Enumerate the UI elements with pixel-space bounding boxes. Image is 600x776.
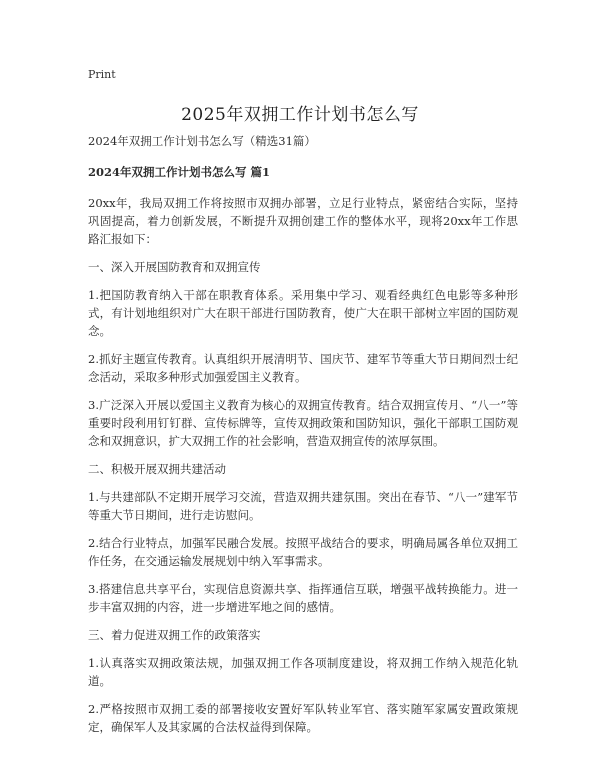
page-title: 2025年双拥工作计划书怎么写	[181, 105, 419, 125]
document-subtitle: 2024年双拥工作计划书怎么写（精选31篇）	[88, 134, 316, 148]
section-heading-3: 三、着力促进双拥工作的政策落实	[88, 628, 261, 642]
section-1-paragraph-3: 3.广泛深入开展以爱国主义教育为核心的双拥宣传教育。结合双拥宣传月、“八一”等重要时段利用钉钉群、宣传标牌等，宣传双拥政策和国防知识，强化干部职工国防观念和双拥意识，扩大双拥工作的社会影响，营造双拥宣传的浓厚氛围。	[88, 398, 518, 448]
document-body	[88, 132, 518, 746]
section-3-paragraph-1: 1.认真落实双拥政策法规，加强双拥工作各项制度建设，将双拥工作纳入规范化轨道。	[88, 656, 518, 688]
section-1-paragraph-1: 1.把国防教育纳入干部在职教育体系。采用集中学习、观看经典红色电影等多种形式，有计划地组织对广大在职干部进行国防教育，使广大在职干部树立牢固的国防观念。	[88, 288, 518, 338]
section-2-paragraph-2: 2.结合行业特点，加强军民融合发展。按照平战结合的要求，明确局属各单位双拥工作任务，在交通运输发展规划中纳入军事需求。	[88, 536, 518, 568]
section-heading-2: 二、积极开展双拥共建活动	[88, 462, 226, 476]
section-3-paragraph-2: 2.严格按照市双拥工委的部署接收安置好军队转业军官、落实随军家属安置政策规定，确保军人及其家属的合法权益得到保障。	[88, 702, 518, 734]
print-link[interactable]: Print	[88, 68, 116, 81]
intro-paragraph: 20xx年，我局双拥工作将按照市双拥办部署，立足行业特点，紧密结合实际，坚持巩固提高，着力创新发展，不断提升双拥创建工作的整体水平，现将20xx年工作思路汇报如下：	[88, 196, 518, 246]
article-heading: 2024年双拥工作计划书怎么写 篇1	[88, 165, 271, 179]
section-2-paragraph-1: 1.与共建部队不定期开展学习交流，营造双拥共建氛围。突出在春节、“八一”建军节等重大节日期间，进行走访慰问。	[88, 490, 518, 522]
section-1-paragraph-2: 2.抓好主题宣传教育。认真组织开展清明节、国庆节、建军节等重大节日期间烈士纪念活动，采取多种形式加强爱国主义教育。	[88, 352, 518, 384]
section-heading-1: 一、深入开展国防教育和双拥宣传	[88, 260, 261, 274]
section-2-paragraph-3: 3.搭建信息共享平台，实现信息资源共享、指挥通信互联，增强平战转换能力。进一步丰富双拥的内容，进一步增进军地之间的感情。	[88, 582, 518, 614]
